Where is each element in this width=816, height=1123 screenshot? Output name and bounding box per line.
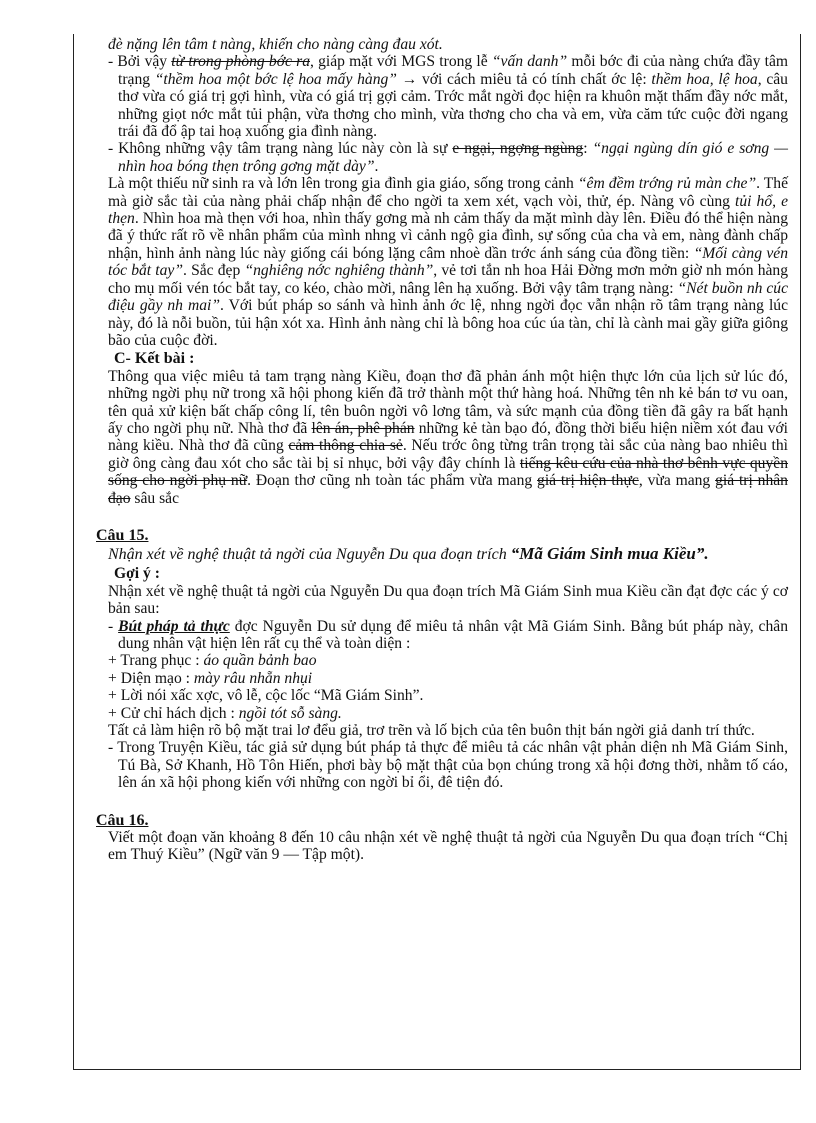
paragraph-ngai-ngung: - Không những vậy tâm trạng nàng lúc này còn là sự e ngại, ngợng ngùng: “ngại ngùng dín gió e sơng — nhìn hoa bóng thẹn trông gơng mặt dày”. bbox=[108, 140, 788, 175]
heading-cau-16: Câu 16. bbox=[96, 811, 149, 829]
suggestion-summary: Tất cả làm hiện rõ bộ mặt trai lơ đểu giả, trơ trẽn và lố bịch của tên buôn thịt bán ngời giả danh trí thức. bbox=[108, 722, 755, 740]
list-item-cu-chi: + Cử chỉ hách dịch : ngồi tót sỗ sàng. bbox=[108, 704, 342, 722]
suggestion-but-phap: - Bút pháp tả thực đợc Nguyễn Du sử dụng để miêu tả nhân vật Mã Giám Sinh. Bằng bút pháp này, chân dung nhân vật hiện lên rất cụ thể và toàn diện : bbox=[108, 617, 788, 652]
paragraph-thieu-nu: Là một thiếu nữ sinh ra và lớn lên trong gia đình gia giáo, sống trong cảnh “êm đềm trớng rủ màn che”. Thế mà giờ sắc tài của nàng phải chấp nhận để cho ngời ta xem xét, vạch vòi, thử, ép. Nàng vô cùng tủi hổ, e thẹn. Nhìn hoa mà thẹn với hoa, nhìn thấy gơng mà nh cảm thấy da mặt mình dày lên. Điều đó thể hiện nàng đã ý thức rất rõ về nhân phẩm của mình nhng vì cảnh ngộ gia đình, sự sống của cha và em, nàng đành chấp nhận, hình ảnh nàng lúc này giống cái bóng lặng câm nhoè dần trớc ánh sáng của đồng tiền: “Mối càng vén tóc bắt tay”. Sắc đẹp “nghiêng nớc nghiêng thành”, vẻ tơi tắn nh hoa Hải Đờng mơn mởn giờ nh món hàng cho mụ mối vén tóc bắt tay, co kéo, chào mời, nâng lên hạ xuống. Bởi vậy tâm trạng nàng: “Nét buồn nh cúc điệu gầy nh mai”. Với bút pháp so sánh và hình ảnh ớc lệ, nhng ngời đọc vẫn nhận rõ tâm trạng nàng lúc này, đó là nỗi buồn, tủi hận xót xa. Hình ảnh nàng chỉ là bông hoa cúc úa tàn, chỉ là cành mai gầy giữa giông bão của cuộc đời. bbox=[108, 175, 789, 349]
heading-ket-bai: C- Kết bài : bbox=[114, 350, 195, 368]
heading-cau-15: Câu 15. bbox=[96, 526, 149, 544]
paragraph-vấn-danh: - Bởi vậy từ trong phòng bớc ra, giáp mặt với MGS trong lễ “vấn danh” mỗi bớc đi của nàng chứa đầy tâm trạng “thềm hoa một bớc lệ hoa mấy hàng” → với cách miêu tả có tính chất ớc lệ: thềm hoa, lệ hoa, câu thơ vừa có giá trị gợi hình, vừa có giá trị gợi cảm. Trớc mắt ngời đọc hiện ra khuôn mặt thấm đầy nớc mắt, những giọt nớc mắt tủi phận, vừa thơng cho mình, vừa thơng cho cha và em, vừa căm tức cuộc đời ngang trái đã đổ ập tai hoạ xuống gia đình nàng. bbox=[108, 53, 788, 141]
paragraph-continuation: đè nặng lên tâm t nàng, khiến cho nàng càng đau xót. bbox=[108, 36, 443, 53]
suggestion-intro: Nhận xét về nghệ thuật tả ngời của Nguyễn Du qua đoạn trích Mã Giám Sinh mua Kiều cần đạt đợc các ý cơ bản sau: bbox=[108, 582, 788, 618]
list-item-loi-noi: + Lời nói xấc xợc, vô lễ, cộc lốc “Mã Giám Sinh”. bbox=[108, 687, 424, 705]
list-item-trang-phuc: + Trang phục : áo quần bảnh bao bbox=[108, 652, 317, 670]
paragraph-ket-bai: Thông qua việc miêu tả tam trạng nàng Kiều, đoạn thơ đã phản ánh một hiện thực lớn của lịch sử lúc đó, những ngời phụ nữ trong xã hội phong kiến đã trở thành một thứ hàng hoá. Những tên nh kẻ bán tơ vu oan, tên quả xử kiện bất chấp công lí, tên buôn ngời vô lơng tâm, và sức mạnh của đồng tiền đã gây ra bất hạnh ấy cho ngời phụ nữ. Nhà thơ đã lên án, phê phán những kẻ tàn bạo đó, đồng thời biểu hiện niềm xót đau với nàng kiều. Nhà thơ đã cũng cảm thông chia sẻ. Nếu trớc ông từng trân trọng tài sắc của nàng bao nhiêu thì giờ ông càng đau xót cho sắc tài bị sỉ nhục, bởi vậy đây chính là tiếng kêu cứu của nhà thơ bênh vực quyền sống cho ngời phụ nữ. Đoạn thơ cũng nh toàn tác phẩm vừa mang giá trị hiện thực, vừa mang giá trị nhân đạo sâu sắc bbox=[108, 367, 788, 507]
suggestion-truyen-kieu: - Trong Truyện Kiều, tác giả sử dụng bút pháp tả thực để miêu tả các nhân vật phản diện nh Mã Giám Sinh, Tú Bà, Sở Khanh, Hồ Tôn Hiến, phơi bày bộ mặt thật của bọn chúng trong xã hội đơng thời, nhằm tố cáo, lên án xã hội phong kiến với những con ngời bỉ ổi, đê tiện đó. bbox=[108, 739, 788, 792]
question-15: Nhận xét về nghệ thuật tả ngời của Nguyễn Du qua đoạn trích “Mã Giám Sinh mua Kiều”. bbox=[108, 544, 709, 564]
heading-goi-y: Gợi ý : bbox=[114, 565, 160, 583]
arrow-icon: → bbox=[396, 70, 422, 88]
document-body bbox=[96, 36, 789, 864]
list-item-dien-mao: + Diện mạo : mày râu nhẵn nhụi bbox=[108, 669, 313, 687]
question-16: Viết một đoạn văn khoảng 8 đến 10 câu nhận xét về nghệ thuật tả ngời của Nguyễn Du qua đoạn trích “Chị em Thuý Kiều” (Ngữ văn 9 — Tập một). bbox=[108, 829, 788, 864]
